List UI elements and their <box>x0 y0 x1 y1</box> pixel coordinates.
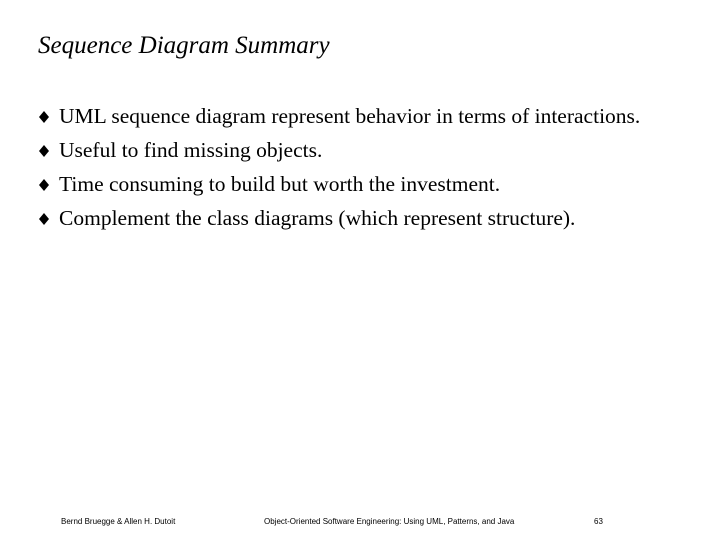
bullet-item <box>38 206 678 231</box>
footer-book-title: Object-Oriented Software Engineering: Using UML, Patterns, and Java <box>264 517 515 526</box>
bullet-text: Time consuming to build but worth the investment. <box>59 172 501 196</box>
bullet-text: Complement the class diagrams (which represent structure). <box>59 206 576 230</box>
diamond-bullet-icon <box>38 111 50 123</box>
bullet-item <box>38 138 678 163</box>
diamond-bullet-icon <box>38 145 50 157</box>
diamond-bullet-icon <box>38 213 50 225</box>
diamond-bullet-icon <box>38 179 50 191</box>
bullet-list <box>38 104 678 240</box>
bullet-item <box>38 172 678 197</box>
slide-title: Sequence Diagram Summary <box>38 32 330 59</box>
footer-page-number: 63 <box>594 517 603 526</box>
bullet-text: Useful to find missing objects. <box>59 138 323 162</box>
bullet-item <box>38 104 678 129</box>
footer-authors: Bernd Bruegge & Allen H. Dutoit <box>61 517 176 526</box>
bullet-text: UML sequence diagram represent behavior in terms of interactions. <box>59 104 641 128</box>
